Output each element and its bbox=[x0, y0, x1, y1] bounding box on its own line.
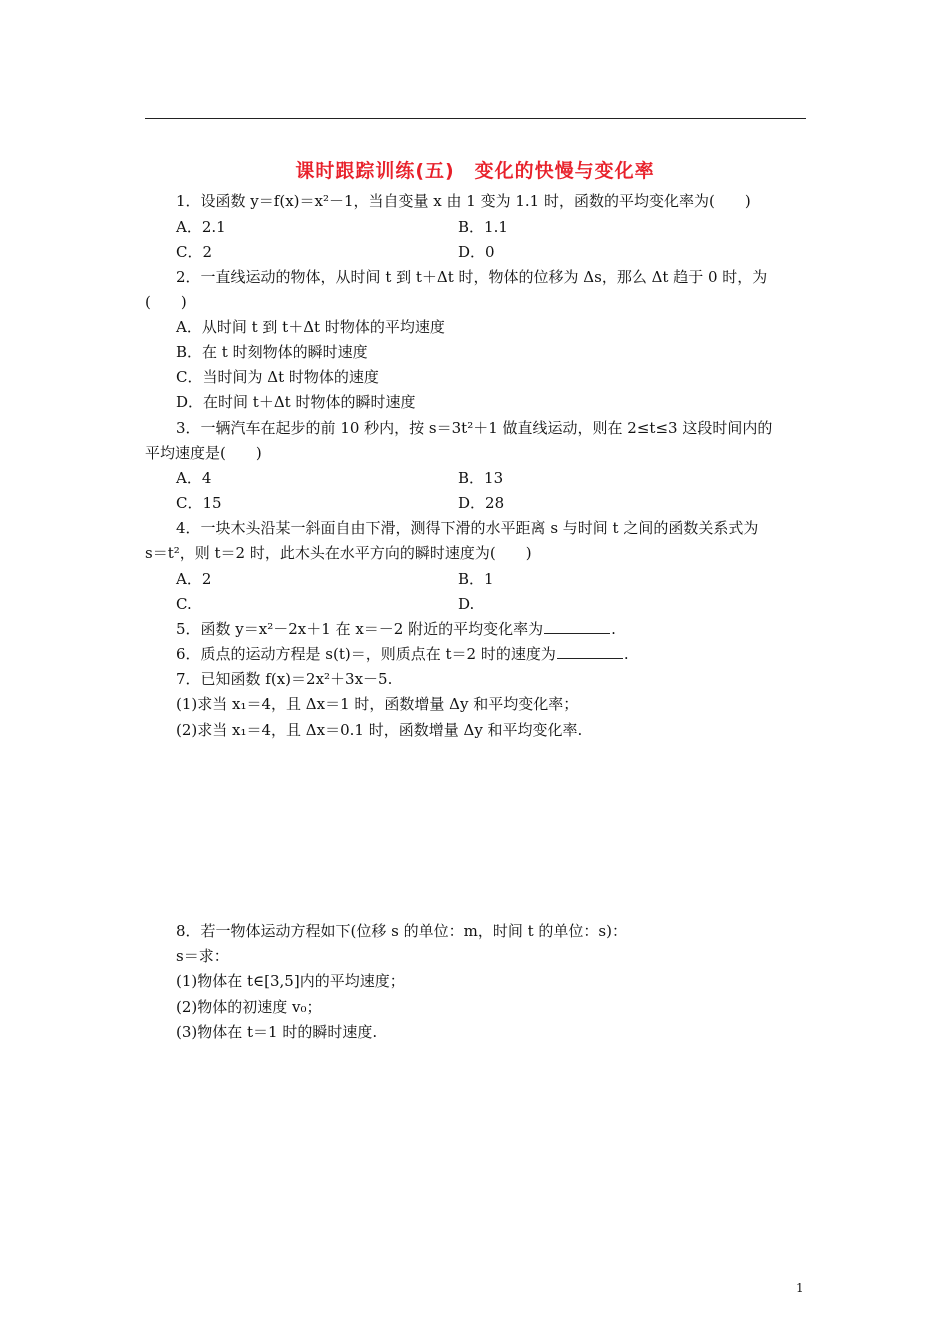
question-8-equation: s＝求： bbox=[176, 947, 229, 965]
q3-option-a: A．4 bbox=[176, 469, 212, 487]
question-6-end: . bbox=[623, 645, 629, 663]
page-title: 课时跟踪训练(五) 变化的快慢与变化率 bbox=[295, 160, 655, 182]
question-3-continued: 平均速度是( ) bbox=[145, 444, 262, 462]
q2-option-c: C．当时间为 Δt 时物体的速度 bbox=[176, 368, 379, 386]
q1-option-b: B．1.1 bbox=[458, 218, 508, 236]
question-2-continued: ( ) bbox=[145, 293, 187, 311]
q2-option-b: B．在 t 时刻物体的瞬时速度 bbox=[176, 343, 368, 361]
question-5 bbox=[176, 619, 616, 639]
question-5-text: 5．函数 y＝x²－2x＋1 在 x＝－2 附近的平均变化率为 bbox=[176, 620, 544, 638]
question-6-text: 6．质点的运动方程是 s(t)＝，则质点在 t＝2 时的速度为 bbox=[176, 645, 556, 663]
q1-option-d: D．0 bbox=[458, 243, 495, 261]
q3-option-c: C．15 bbox=[176, 494, 222, 512]
question-6 bbox=[176, 644, 629, 664]
q4-option-c: C. bbox=[176, 595, 192, 613]
page-number: 1 bbox=[796, 1281, 804, 1295]
answer-blank bbox=[544, 619, 610, 634]
question-7: 7．已知函数 f(x)＝2x²＋3x－5. bbox=[176, 670, 393, 688]
header-rule bbox=[145, 118, 806, 119]
q4-option-b: B．1 bbox=[458, 570, 494, 588]
question-8-part-1: (1)物体在 t∈[3,5]内的平均速度； bbox=[176, 972, 405, 990]
q3-option-b: B．13 bbox=[458, 469, 504, 487]
answer-blank bbox=[557, 644, 623, 659]
question-5-end: . bbox=[611, 620, 616, 638]
q2-option-d: D．在时间 t＋Δt 时物体的瞬时速度 bbox=[176, 393, 416, 411]
question-7-part-1: (1)求当 x₁＝4，且 Δx＝1 时，函数增量 Δy 和平均变化率； bbox=[176, 695, 579, 713]
question-7-part-2: (2)求当 x₁＝4，且 Δx＝0.1 时，函数增量 Δy 和平均变化率. bbox=[176, 721, 583, 739]
question-4: 4．一块木头沿某一斜面自由下滑，测得下滑的水平距离 s 与时间 t 之间的函数关系式为 bbox=[176, 519, 759, 537]
question-4-continued: s＝t²，则 t＝2 时，此木头在水平方向的瞬时速度为( ) bbox=[145, 544, 532, 562]
question-8: 8．若一物体运动方程如下(位移 s 的单位：m，时间 t 的单位：s)： bbox=[176, 922, 627, 940]
q4-option-a: A．2 bbox=[176, 570, 212, 588]
question-3: 3．一辆汽车在起步的前 10 秒内，按 s＝3t²＋1 做直线运动，则在 2≤t≤3 这段时间内的 bbox=[176, 419, 773, 437]
q3-option-d: D．28 bbox=[458, 494, 505, 512]
q1-option-a: A．2.1 bbox=[176, 218, 226, 236]
question-1: 1．设函数 y＝f(x)＝x²－1，当自变量 x 由 1 变为 1.1 时，函数的平均变化率为( ) bbox=[176, 192, 751, 210]
q1-option-c: C．2 bbox=[176, 243, 213, 261]
question-2: 2．一直线运动的物体，从时间 t 到 t＋Δt 时，物体的位移为 Δs，那么 Δt 趋于 0 时，为 bbox=[176, 268, 768, 286]
q2-option-a: A．从时间 t 到 t＋Δt 时物体的平均速度 bbox=[176, 318, 445, 336]
q4-option-d: D. bbox=[458, 595, 475, 613]
question-8-part-2: (2)物体的初速度 v₀； bbox=[176, 998, 322, 1016]
question-8-part-3: (3)物体在 t＝1 时的瞬时速度. bbox=[176, 1023, 378, 1041]
